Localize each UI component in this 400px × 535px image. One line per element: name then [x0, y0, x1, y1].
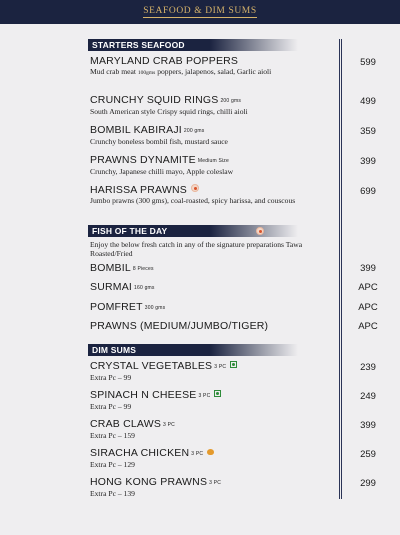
item-quantity: 3 PC: [191, 451, 204, 457]
veg-icon: [214, 390, 221, 397]
spicy-icon: [191, 184, 199, 192]
menu-item-prawns: [90, 320, 335, 332]
menu-item-crunchy-squid-rings: [90, 94, 335, 116]
item-price: APC: [358, 282, 378, 293]
item-name: BOMBIL: [90, 262, 131, 274]
item-description: Crunchy boneless bombil fish, mustard sauce: [90, 137, 228, 146]
menu-item-crystal-vegetables: [90, 360, 335, 382]
fish-intro: [90, 240, 335, 258]
item-name: MARYLAND CRAB POPPERS: [90, 55, 239, 67]
section-header-fish-of-the-day: FISH OF THE DAY: [88, 225, 298, 237]
item-price: 399: [360, 420, 376, 431]
menu-item-hong-kong-prawns: [90, 476, 335, 498]
item-description: Extra Pc – 129: [90, 460, 135, 469]
menu-item-crab-claws: [90, 418, 335, 440]
item-name: PRAWNS (MEDIUM/JUMBO/TIGER): [90, 320, 269, 332]
item-quantity: 3 PC: [163, 422, 175, 428]
item-description: South American style Crispy squid rings, chilli aioli: [90, 107, 248, 116]
item-name: HARISSA PRAWNS: [90, 184, 187, 196]
item-price: 499: [360, 96, 376, 107]
section-description: Enjoy the below fresh catch in any of the signature preparations Tawa Roasted/Fried: [90, 240, 303, 258]
item-price: 359: [360, 126, 376, 137]
item-name: SURMAI: [90, 281, 133, 293]
item-description: Extra Pc – 99: [90, 402, 132, 411]
item-quantity: 3 PC: [198, 393, 211, 399]
item-name: CRUNCHY SQUID RINGS: [90, 94, 219, 106]
menu-item-siracha-chicken: [90, 447, 335, 469]
item-quantity: 3 PC: [214, 364, 227, 370]
item-name: POMFRET: [90, 301, 143, 313]
menu-item-bombil: [90, 262, 335, 275]
item-quantity: 3 PC: [209, 480, 222, 486]
item-quantity: 200 gms: [220, 98, 242, 104]
spicy-icon: [256, 227, 264, 235]
item-price: 399: [360, 263, 376, 274]
item-description: Extra Pc – 159: [90, 431, 135, 440]
item-price: 239: [360, 362, 376, 373]
page-title: SEAFOOD & DIM SUMS: [143, 6, 257, 16]
item-price: 699: [360, 186, 376, 197]
item-name: SPINACH N CHEESE: [90, 389, 197, 401]
item-quantity: 200 gms: [183, 128, 205, 134]
item-name: HONG KONG PRAWNS: [90, 476, 208, 488]
item-description: Crunchy, Japanese chilli mayo, Apple coleslaw: [90, 167, 234, 176]
item-name: PRAWNS DYNAMITE: [90, 154, 196, 166]
item-price: 399: [360, 156, 376, 167]
item-quantity: Medium Size: [197, 158, 229, 164]
section-header-starters-seafood: STARTERS SEAFOOD: [88, 39, 298, 51]
item-description: Jumbo prawns (300 gms), coal-roasted, spicy harissa, and couscous: [90, 196, 296, 205]
item-quantity: 8 Pieces: [132, 266, 154, 272]
item-price: APC: [358, 321, 378, 332]
item-price: 249: [360, 391, 376, 402]
item-price: APC: [358, 302, 378, 313]
menu-header-bar: [0, 0, 400, 24]
veg-icon: [230, 361, 237, 368]
price-column-divider: [339, 39, 342, 499]
section-header-dim-sums: DIM SUMS: [88, 344, 298, 356]
menu-item-spinach-n-cheese: [90, 389, 335, 411]
item-price: 599: [360, 57, 376, 68]
item-price: 259: [360, 449, 376, 460]
item-quantity: 160 gms: [134, 285, 155, 291]
item-price: 299: [360, 478, 376, 489]
item-description: Extra Pc – 99: [90, 373, 132, 382]
item-name: CRYSTAL VEGETABLES: [90, 360, 213, 372]
menu-item-maryland-crab-poppers: [90, 55, 335, 78]
menu-item-harissa-prawns: [90, 184, 335, 205]
menu-item-pomfret: [90, 301, 335, 314]
item-description: Extra Pc – 139: [90, 489, 135, 498]
item-name: CRAB CLAWS: [90, 418, 162, 430]
item-description: Mud crab meat 100gms poppers, jalapenos, salad, Garlic aioli: [90, 67, 272, 76]
chicken-icon: [207, 449, 214, 455]
item-name: BOMBIL KABIRAJI: [90, 124, 182, 136]
item-quantity: 300 gms: [144, 305, 166, 311]
menu-item-prawns-dynamite: [90, 154, 335, 176]
menu-item-bombil-kabiraji: [90, 124, 335, 146]
item-name: SIRACHA CHICKEN: [90, 447, 190, 459]
menu-item-surmai: [90, 281, 335, 294]
